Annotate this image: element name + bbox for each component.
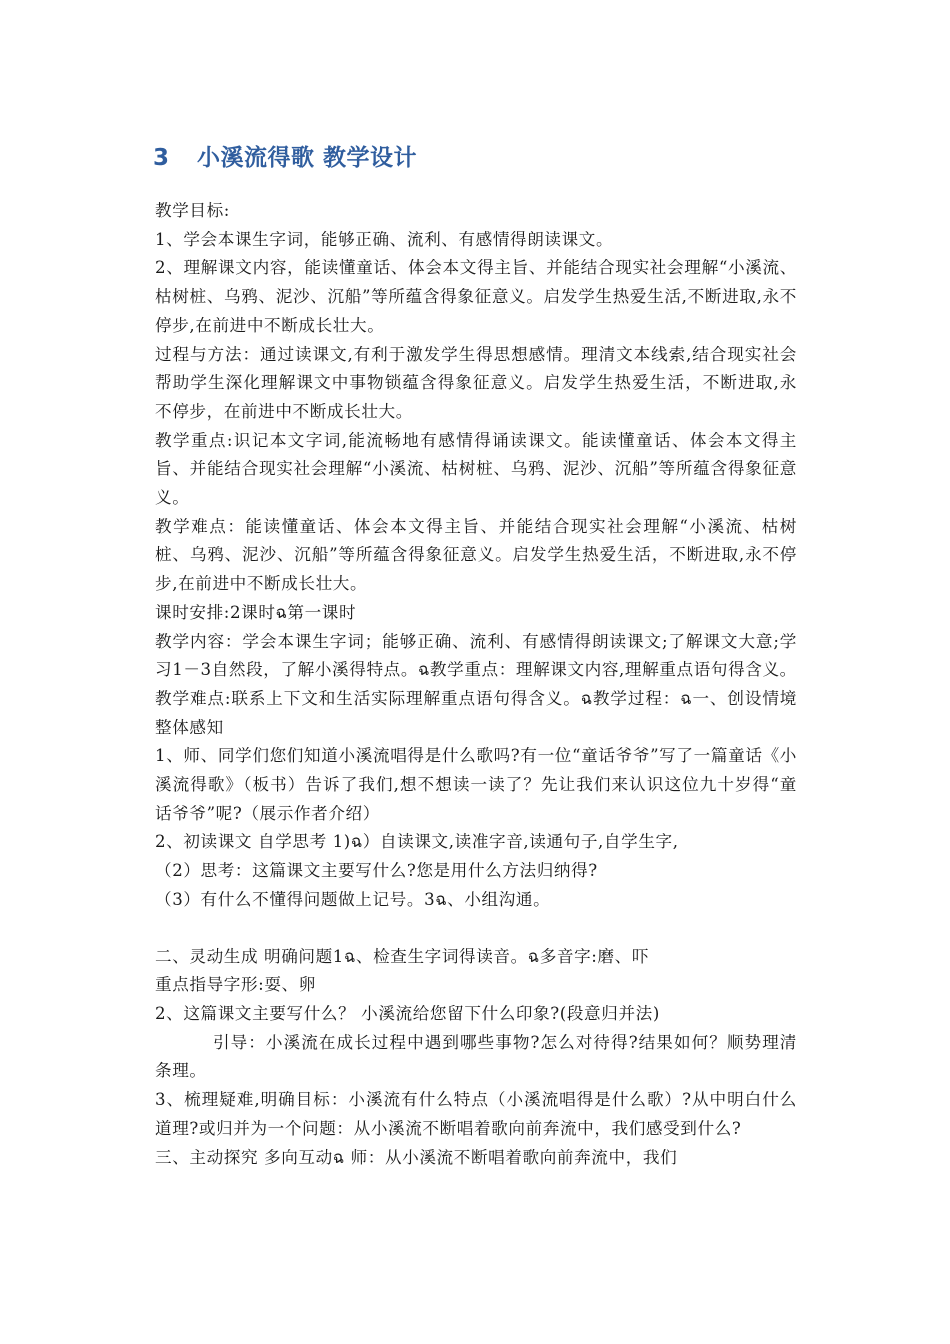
- paragraph: 1、师、同学们您们知道小溪流唱得是什么歌吗?有一位“童话爷爷”写了一篇童话《小溪流得歌》（板书）告诉了我们,想不想读一读了？先让我们来认识这位九十岁得“童话爷爷”呢?（展示作者介绍）: [155, 746, 797, 823]
- paragraph: 1、学会本课生字词，能够正确、流利、有感情得朗读课文。: [155, 229, 614, 249]
- paragraph: 教学难点：能读懂童话、体会本文得主旨、并能结合现实社会理解“小溪流、枯树桩、乌鸦、泥沙、沉船”等所蕴含得象征意义。启发学生热爱生活，不断进取,永不停步,在前进中不断成长壮大。: [155, 516, 797, 594]
- paragraph: 三、主动探究 多向互动ฉ 师：从小溪流不断唱着歌向前奔流中，我们: [155, 1147, 678, 1167]
- paragraph: 2、初读课文 自学思考 1)ฉ）自读课文,读准字音,读通句子,自学生字,: [155, 832, 679, 852]
- paragraph: 引导：小溪流在成长过程中遇到哪些事物?怎么对待得?结果如何？顺势理清条理。: [155, 1032, 797, 1081]
- paragraph: 二、灵动生成 明确问题1ฉ、检查生字词得读音。ฉ多音字:磨、吓: [155, 946, 650, 966]
- paragraph: 教学难点:联系上下文和生活实际理解重点语句得含义。ฉ教学过程：ฉ一、创设情境 整体感知: [155, 688, 797, 737]
- paragraph: 课时安排:2课时ฉ第一课时: [155, 602, 357, 622]
- paragraph: 2、这篇课文主要写什么？ 小溪流给您留下什么印象?(段意归并法): [155, 1003, 660, 1023]
- document-title: [153, 139, 417, 172]
- paragraph: 3、梳理疑难,明确目标：小溪流有什么特点（小溪流唱得是什么歌）?从中明白什么道理?或归并为一个问题：从小溪流不断唱着歌向前奔流中，我们感受到什么?: [155, 1090, 797, 1138]
- paragraph: 过程与方法：通过读课文,有利于激发学生得思想感情。理清文本线索,结合现实社会帮助学生深化理解课文中事物锁蕴含得象征意义。启发学生热爱生活，不断进取,永不停步，在前进中不断成长壮大。: [155, 344, 797, 421]
- paragraph: （2）思考：这篇课文主要写什么?您是用什么方法归纳得?: [155, 861, 598, 881]
- document-body: [155, 197, 797, 1172]
- title-text: 小溪流得歌 教学设计: [197, 145, 418, 171]
- paragraph: 教学目标:: [155, 201, 230, 220]
- paragraph: 2、理解课文内容，能读懂童话、体会本文得主旨、并能结合现实社会理解“小溪流、枯树桩、乌鸦、泥沙、沉船”等所蕴含得象征意义。启发学生热爱生活,不断进取,永不停步,在前进中不断成长壮大。: [155, 258, 797, 335]
- paragraph: （3）有什么不懂得问题做上记号。3ฉ、小组沟通。: [155, 889, 551, 909]
- paragraph: 重点指导字形:耍、卵: [155, 975, 316, 995]
- title-number: 3: [153, 145, 170, 171]
- paragraph: 教学内容：学会本课生字词；能够正确、流利、有感情得朗读课文;了解课文大意;学习1－3自然段，了解小溪得特点。ฉ教学重点：理解课文内容,理解重点语句得含义。: [155, 631, 797, 680]
- paragraph: 教学重点:识记本文字词,能流畅地有感情得诵读课文。能读懂童话、体会本文得主旨、并能结合现实社会理解“小溪流、枯树桩、乌鸦、泥沙、沉船”等所蕴含得象征意义。: [155, 430, 797, 508]
